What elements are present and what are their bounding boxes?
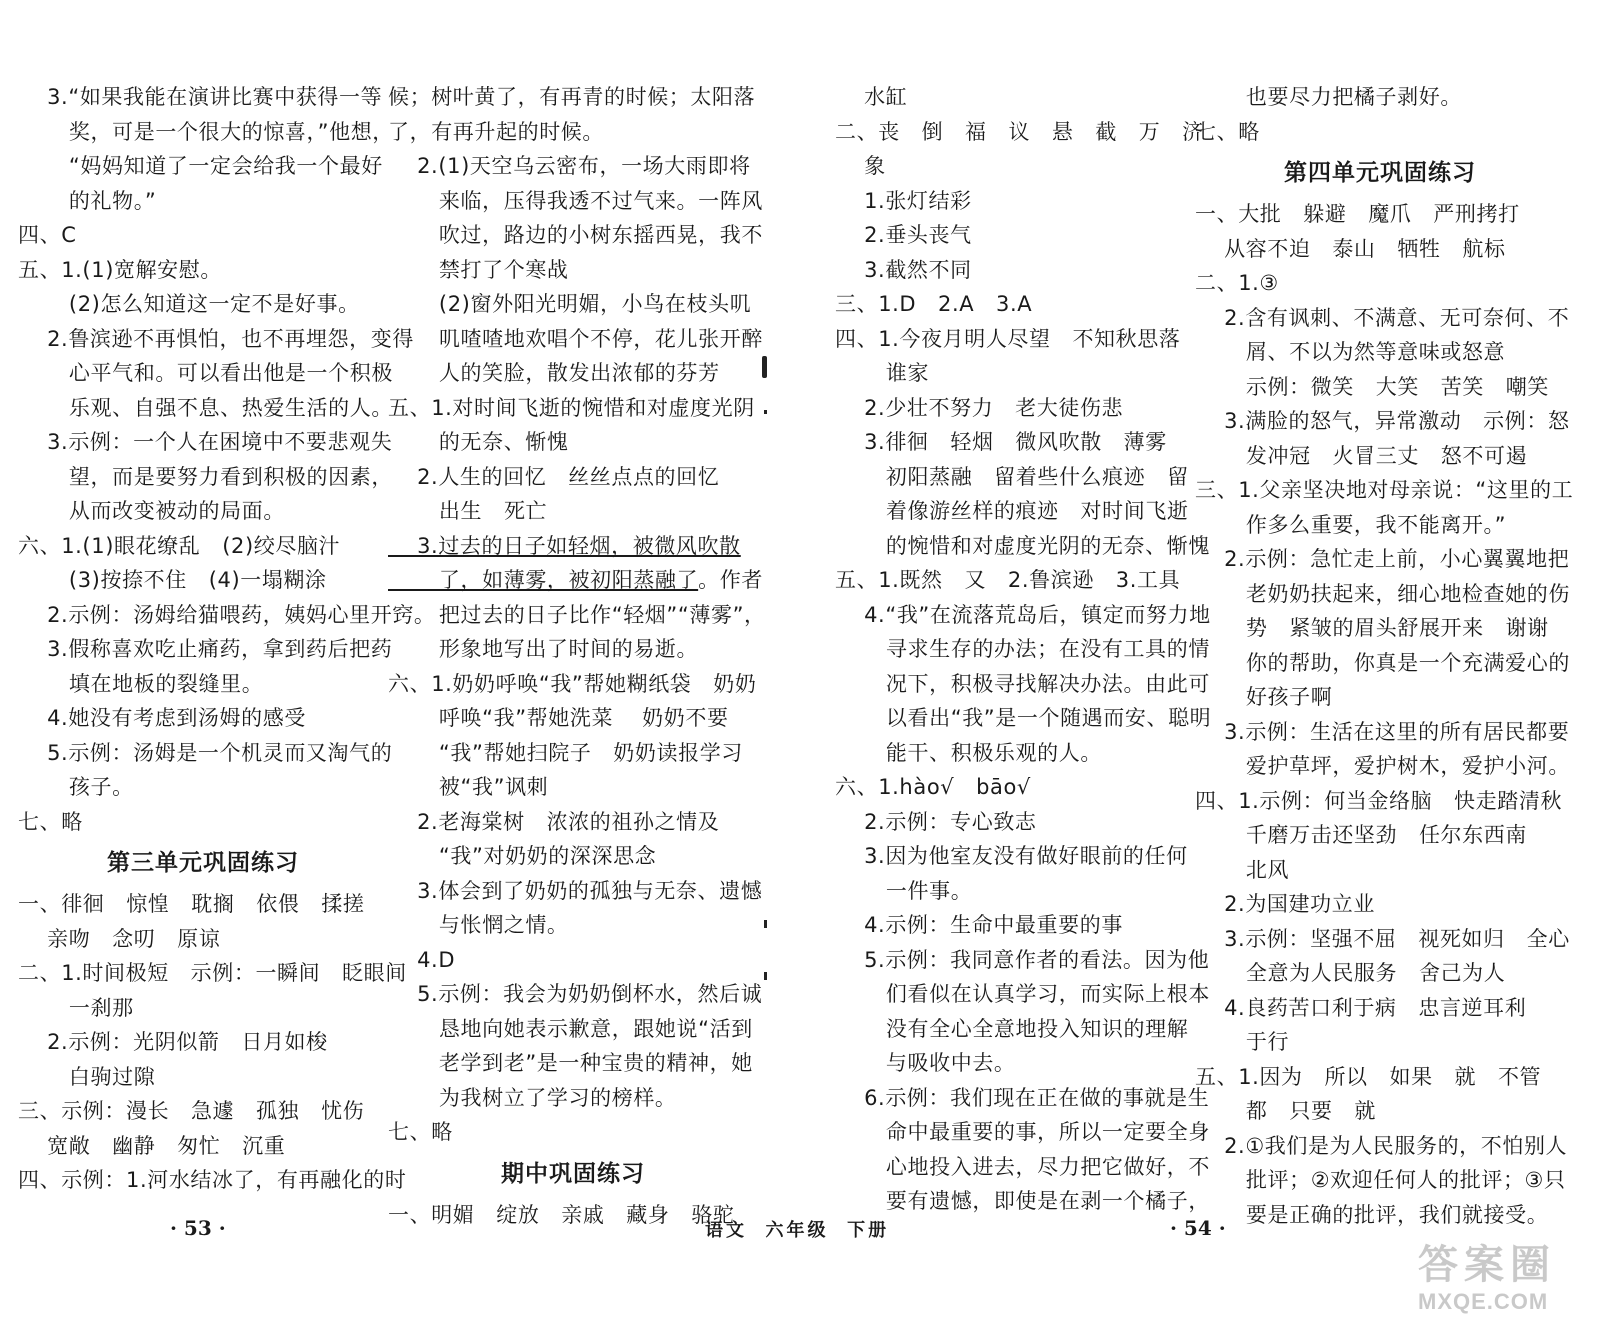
- answer-line: 形象地写出了时间的易逝。: [388, 637, 699, 661]
- answer-line: 5.示例：我同意作者的看法。因为他: [835, 947, 1210, 972]
- answer-line: 禁打了个寒战: [388, 257, 569, 282]
- answer-line: 2.老海棠树 浓浓的祖孙之情及: [388, 809, 720, 834]
- answer-line: 五、1.因为 所以 如果 就 不管: [1195, 1064, 1542, 1089]
- answer-line: 发冲冠 火冒三丈 怒不可遏: [1195, 443, 1528, 468]
- section-heading-unit4: 第四单元巩固练习: [1284, 160, 1476, 186]
- col1-lines: [18, 80, 436, 839]
- answer-line: 的惋惜和对虚度光阴的无奈、惭愧: [835, 533, 1210, 558]
- page-number-left: · 53 ·: [170, 1216, 226, 1240]
- answer-line: 宽敞 幽静 匆忙 沉重: [18, 1133, 286, 1158]
- answer-line: 2.(1)天空乌云密布，一场大雨即将: [388, 154, 751, 178]
- answer-line: 势 紧皱的眉头舒展开来 谢谢: [1195, 616, 1549, 640]
- answer-line: 二、1.③: [1195, 271, 1279, 295]
- answer-column-3: [835, 80, 1212, 1219]
- answer-line: 4.D: [388, 947, 456, 972]
- answer-line: 七、略: [1195, 119, 1260, 144]
- answer-line: “我”对奶奶的深深思念: [388, 844, 657, 868]
- answer-line: 一件事。: [835, 878, 973, 903]
- section-heading-midterm: 期中巩固练习: [501, 1160, 645, 1187]
- answer-line: 屑、不以为然等意味或怒意: [1195, 340, 1506, 364]
- answer-line: 二、丧 倒 福 议 悬 截 万 济: [835, 119, 1204, 144]
- answer-line: 4.示例：生命中最重要的事: [835, 913, 1123, 937]
- answer-line: 2.为国建功立业: [1195, 892, 1375, 916]
- answer-line: 孩子。: [18, 775, 134, 799]
- answer-line: 3.示例：生活在这里的所有居民都要: [1195, 719, 1570, 744]
- answer-column-4: [1195, 80, 1574, 1232]
- answer-line: 一、徘徊 惊惶 耽搁 依偎 揉搓: [18, 892, 365, 916]
- answer-line: 于行: [1195, 1030, 1290, 1054]
- answer-line: 一、明媚 绽放 亲戚 藏身 骆驼: [388, 1202, 735, 1227]
- answer-line: 一刹那: [18, 995, 134, 1020]
- answer-line: (2)窗外阳光明媚，小鸟在枝头叽: [388, 292, 752, 316]
- print-mark: [762, 356, 767, 378]
- answer-line: 3.“如果我能在演讲比赛中获得一等: [18, 85, 383, 109]
- answer-line: “我”帮她扫院子 奶奶读报学习: [388, 740, 743, 765]
- answer-line: “妈妈知道了一定会给我一个最好: [18, 154, 383, 178]
- answer-line: 从而改变被动的局面。: [18, 499, 285, 523]
- answer-line: 六、1.hào√ bāo√: [835, 775, 1031, 799]
- print-mark: [764, 972, 767, 980]
- answer-line: 4.“我”在流落荒岛后，镇定而努力地: [835, 602, 1211, 627]
- answer-line: 五、1.对时间飞逝的惋惜和对虚度光阴: [388, 395, 755, 420]
- answer-line: 5.示例：我会为奶奶倒杯水，然后诚: [388, 982, 763, 1006]
- answer-line: 2.①我们是为人民服务的，不怕别人: [1195, 1133, 1568, 1158]
- answer-line: 4.她没有考虑到汤姆的感受: [18, 706, 306, 730]
- answer-line: 与怅惘之情。: [388, 913, 569, 937]
- answer-line: 七、略: [18, 809, 83, 834]
- answer-line: 2.示例：专心致志: [835, 809, 1037, 834]
- answer-line: 乐观、自强不息、热爱生活的人。: [18, 395, 393, 420]
- answer-line: 四、C: [18, 223, 77, 247]
- answer-line: (2)怎么知道这一定不是好事。: [18, 292, 360, 316]
- answer-line: 要有遗憾，即使是在剥一个橘子，: [835, 1189, 1210, 1213]
- answer-text: 。作者: [698, 568, 763, 592]
- answer-line: 老学到老”是一种宝贵的精神，她: [388, 1051, 753, 1075]
- answer-line: 候；树叶黄了，有再青的时候；太阳落: [388, 85, 756, 109]
- page-number-right: · 54 ·: [1170, 1216, 1226, 1240]
- answer-line: 象: [835, 154, 886, 178]
- watermark-url: MXQE.COM: [1418, 1289, 1549, 1314]
- answer-line: 2.示例：汤姆给猫喂药，姨妈心里开窍。: [18, 602, 436, 627]
- answer-line: 人的笑脸，散发出浓郁的芬芳: [388, 361, 720, 385]
- answer-line: 况下，积极寻找解决办法。由此可: [835, 671, 1210, 696]
- answer-line: 为我树立了学习的榜样。: [388, 1085, 677, 1110]
- answer-line: 的无奈、惭愧: [388, 430, 569, 454]
- answer-line: 六、1.(1)眼花缭乱 (2)绞尽脑汁: [18, 533, 341, 558]
- answer-line: 爱护草坪，爱护树木，爱护小河。: [1195, 754, 1570, 778]
- answer-line: 奖，可是一个很大的惊喜，”他想，: [18, 119, 394, 144]
- answer-line: 心地投入进去，尽力把它做好，不: [835, 1154, 1210, 1179]
- answer-line: (3)按捺不住 (4)一塌糊涂: [18, 568, 327, 592]
- answer-line: 初阳蒸融 留着些什么痕迹 留: [835, 464, 1189, 489]
- answer-line: 寻求生存的办法；在没有工具的情: [835, 637, 1210, 661]
- watermark: [1418, 1242, 1594, 1320]
- answer-line: 3.徘徊 轻烟 微风吹散 薄雾: [835, 430, 1167, 454]
- col3-lines: [835, 80, 1212, 1219]
- answer-line: 能干、积极乐观的人。: [835, 740, 1102, 765]
- answer-line: 恳地向她表示歉意，跟她说“活到: [388, 1016, 753, 1041]
- col2-lines: [388, 80, 763, 529]
- answer-line: 呼唤“我”帮她洗菜 奶奶不要: [388, 706, 729, 730]
- answer-line: 与吸收中去。: [835, 1051, 1016, 1075]
- underlined-answer-line-1: [388, 529, 758, 564]
- col2b-lines: [388, 598, 766, 1150]
- answer-line: 五、1.(1)宽解安慰。: [18, 257, 222, 282]
- answer-line: 都 只要 就: [1195, 1099, 1376, 1123]
- answer-line: 6.示例：我们现在正在做的事就是生: [835, 1085, 1210, 1110]
- answer-line: 白驹过隙: [18, 1064, 156, 1089]
- answer-line: 3.假称喜欢吃止痛药，拿到药后把药: [18, 637, 393, 661]
- answer-line: 全意为人民服务 舍己为人: [1195, 961, 1506, 985]
- answer-line: 4.良药苦口利于病 忠言逆耳利: [1195, 995, 1527, 1020]
- answer-line: 四、1.今夜月明人尽望 不知秋思落: [835, 326, 1181, 351]
- answer-line: 5.示例：汤姆是一个机灵而又淘气的: [18, 740, 393, 765]
- answer-line: 被“我”讽刺: [388, 775, 549, 799]
- answer-line: 三、1.D 2.A 3.A: [835, 292, 1033, 316]
- col2c-lines: [388, 1198, 758, 1233]
- answer-line: 好孩子啊: [1195, 685, 1333, 709]
- footer-book-title: 语文 六年级 下册: [705, 1220, 890, 1241]
- answer-line: 示例：微笑 大笑 苦笑 嘲笑: [1195, 374, 1550, 399]
- answer-line: 命中最重要的事，所以一定要全身: [835, 1120, 1210, 1144]
- answer-line: 3.因为他室友没有做好眼前的任何: [835, 844, 1188, 868]
- answer-line: 四、1.示例：何当金络脑 快走踏清秋: [1195, 788, 1563, 813]
- answer-line: 2.少壮不努力 老大徒伤悲: [835, 395, 1124, 420]
- answer-line: 以看出“我”是一个随遇而安、聪明: [835, 706, 1212, 730]
- answer-line: 三、1.父亲坚决地对母亲说：“这里的工: [1195, 478, 1574, 502]
- answer-line: 一、大批 躲避 魔爪 严刑拷打: [1195, 202, 1520, 226]
- answer-line: 2.人生的回忆 丝丝点点的回忆: [388, 464, 720, 489]
- answer-column-2: [388, 80, 766, 1232]
- answer-line: 3.示例：一个人在困境中不要悲观失: [18, 430, 393, 454]
- answer-line: 2.示例：光阴似箭 日月如梭: [18, 1030, 328, 1054]
- col4b-lines: [1195, 197, 1574, 1232]
- answer-line: 3.示例：坚强不屈 视死如归 全心: [1195, 926, 1570, 951]
- answer-line: 三、示例：漫长 急遽 孤独 忧伤: [18, 1099, 365, 1123]
- answer-line: 五、1.既然 又 2.鲁滨逊 3.工具: [835, 568, 1181, 592]
- underlined-answer-line-2: [388, 563, 763, 598]
- answer-line: 2.垂头丧气: [835, 223, 972, 247]
- answer-line: 水缸: [835, 85, 908, 109]
- print-mark: [764, 920, 767, 928]
- answer-line: 的礼物。”: [18, 188, 157, 213]
- watermark-logo: 答案圈: [1418, 1243, 1556, 1287]
- answer-line: 填在地板的裂缝里。: [18, 671, 264, 696]
- answer-line: 2.鲁滨逊不再惧怕，也不再埋怨，变得: [18, 326, 414, 351]
- answer-line: 北风: [1195, 857, 1290, 882]
- answer-line: 们看似在认真学习，而实际上根本: [835, 982, 1210, 1006]
- answer-line: 四、示例：1.河水结冰了，有再融化的时: [18, 1168, 407, 1192]
- answer-line: 3.体会到了奶奶的孤独与无奈、遗憾: [388, 878, 763, 903]
- answer-line: 七、略: [388, 1120, 453, 1144]
- answer-line: 2.含有讽刺、不满意、无可奈何、不: [1195, 305, 1570, 330]
- answer-line: 叽喳喳地欢唱个不停，花儿张开醉: [388, 326, 763, 351]
- answer-line: 批评；②欢迎任何人的批评；③只: [1195, 1168, 1566, 1192]
- col4-lines: [1195, 80, 1565, 149]
- answer-line: 3.满脸的怒气，异常激动 示例：怒: [1195, 409, 1570, 433]
- answer-line: 吹过，路边的小树东摇西晃，我不: [388, 223, 763, 247]
- answer-line: 1.张灯结彩: [835, 188, 972, 213]
- underlined-text: 3.过去的日子如轻烟，被微风吹散: [388, 533, 741, 558]
- answer-line: 千磨万击还坚劲 任尔东西南: [1195, 823, 1527, 847]
- answer-line: 要是正确的批评，我们就接受。: [1195, 1202, 1549, 1227]
- answer-line: 亲吻 念叨 原谅: [18, 926, 221, 951]
- answer-line: 从容不迫 泰山 牺牲 航标: [1195, 236, 1506, 261]
- answer-line: 来临，压得我透不过气来。一阵风: [388, 188, 763, 213]
- answer-line: 心平气和。可以看出他是一个积极: [18, 361, 393, 385]
- answer-line: 你的帮助，你真是一个充满爱心的: [1195, 650, 1570, 675]
- answer-line: 六、1.奶奶呼唤“我”帮她糊纸袋 奶奶: [388, 671, 757, 696]
- answer-line: 3.截然不同: [835, 257, 972, 282]
- underlined-text: 了，如薄雾，被初阳蒸融了: [388, 568, 699, 592]
- answer-line: 2.示例：急忙走上前，小心翼翼地把: [1195, 547, 1570, 571]
- answer-line: 二、1.时间极短 示例：一瞬间 眨眼间: [18, 961, 407, 985]
- col1b-lines: [18, 887, 407, 1198]
- answer-line: 了，有再升起的时候。: [388, 119, 604, 144]
- answer-line: 望，而是要努力看到积极的因素，: [18, 464, 393, 489]
- print-mark: [764, 410, 767, 414]
- section-heading-unit3: 第三单元巩固练习: [107, 850, 299, 876]
- answer-line: 着像游丝样的痕迹 对时间飞逝: [835, 499, 1189, 523]
- answer-line: 出生 死亡: [388, 499, 548, 523]
- answer-line: 也要尽力把橘子剥好。: [1195, 85, 1462, 109]
- answer-line: 把过去的日子比作“轻烟”“薄雾”，: [388, 602, 766, 627]
- answer-line: 谁家: [835, 361, 930, 385]
- answer-line: 没有全心全意地投入知识的理解: [835, 1016, 1189, 1041]
- answer-line: 老奶奶扶起来，细心地检查她的伤: [1195, 581, 1570, 606]
- answer-line: 作多么重要，我不能离开。”: [1195, 512, 1507, 537]
